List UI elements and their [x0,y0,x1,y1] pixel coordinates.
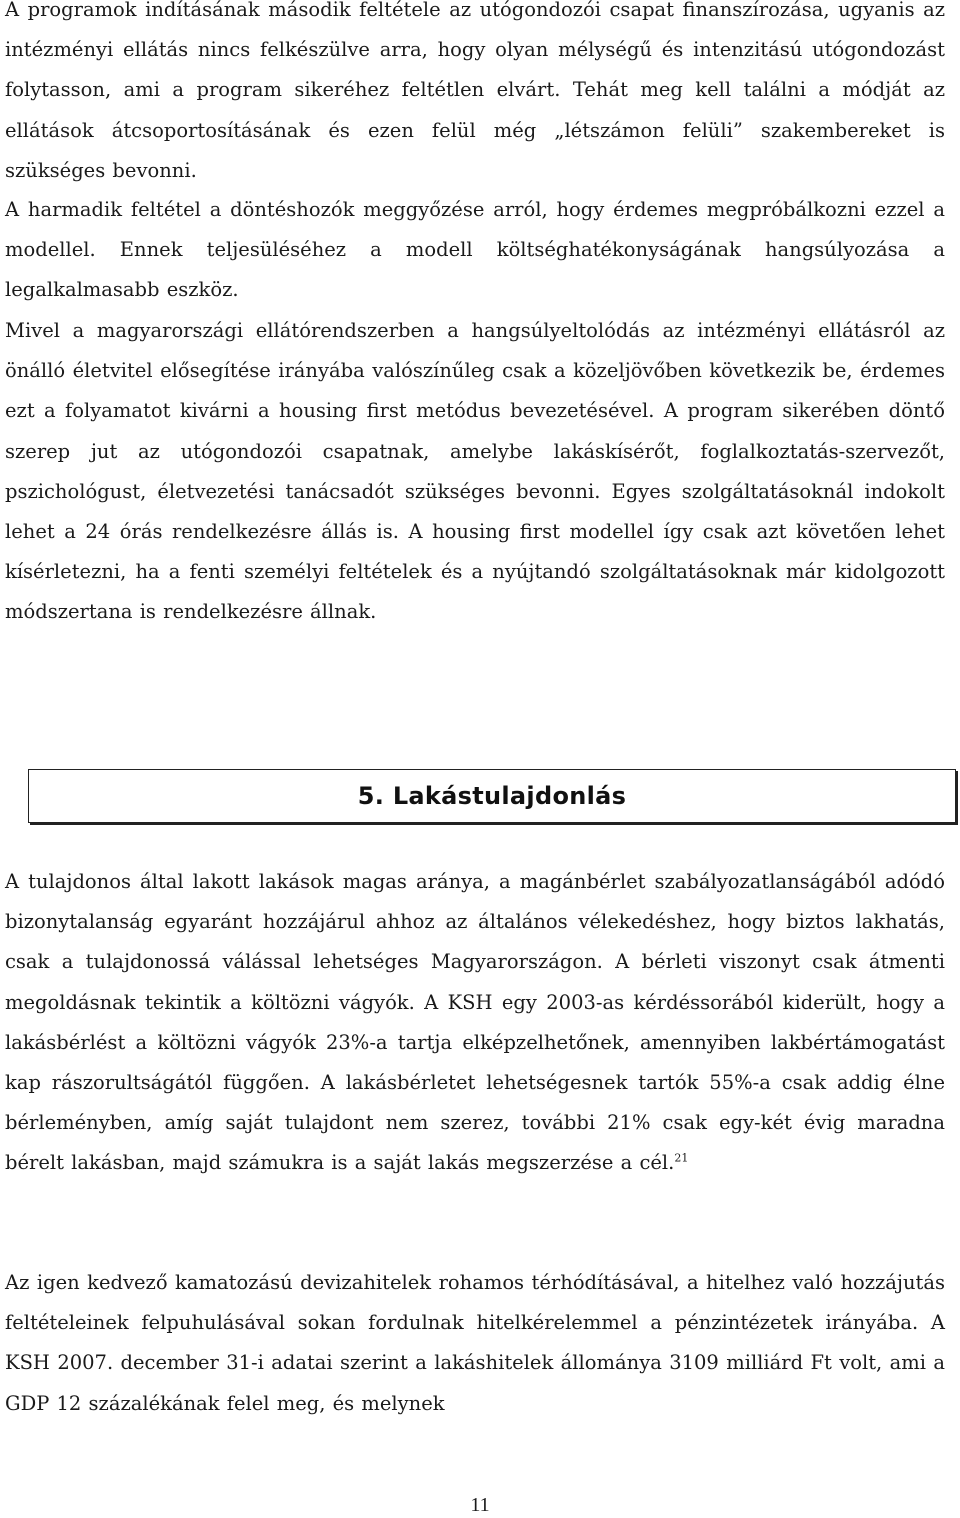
section-heading: 5. Lakástulajdonlás [357,782,627,810]
section-heading-box [28,769,956,823]
paragraph-funding-condition: A programok indításának második feltétele az utógondozói csapat finanszírozása, ugyanis az intézményi ellátás nincs felkészülve arra, hogy olyan mélységű és intenzitású utógondozást folytasson, ami a program sikeréhez feltétlen elvárt. Tehát meg kell találni a módját az ellátások átcsoportosításának és ezen felül még „létszámon felüli” szakembereket is szükséges bevonni. [5,0,945,182]
paragraph-third-condition: A harmadik feltétel a döntéshozók meggyőzése arról, hogy érdemes megpróbálkozni ezzel a modellel. Ennek teljesüléséhez a modell költséghatékonyságának hangsúlyozása a legalkalmasabb eszköz. [5,198,945,302]
paragraph-home-ownership-text: A tulajdonos által lakott lakások magas aránya, a magánbérlet szabályozatlanságából adódó bizonytalanság egyaránt hozzájárul ahhoz az általános vélekedéshez, hogy biztos lakhatás, csak a tulajdonossá válással lehetséges Magyarországon. A bérleti viszonyt csak átmenti megoldásnak tekintik a költözni vágyók. A KSH egy 2003-as kérdéssorából kiderült, hogy a lakásbérlést a költözni vágyók 23%-a tartja elképzelhetőnek, amennyiben lakbértámogatást kap rászorultságától függően. A lakásbérletet lehetségesnek tartók 55%-a csak addig élne bérleményben, amíg saját tulajdont nem szerez, további 21% csak egy-két évig maradna bérelt lakásban, majd számukra is a saját lakás megszerzése a cél. [5,870,945,1175]
footnote-marker: 21 [674,1151,689,1165]
paragraph-foreign-currency-loans: Az igen kedvező kamatozású devizahitelek rohamos térhódításával, a hitelhez való hozzájutás feltételeinek felpuhulásával sokan fordulnak hitelkérelemmel a pénzintézetek irányába. A KSH 2007. december 31-i adatai szerint a lakáshitelek állománya 3109 milliárd Ft volt, ami a GDP 12 százalékának felel meg, és melynek [5,1271,945,1415]
paragraph-housing-first: Mivel a magyarországi ellátórendszerben a hangsúlyeltolódás az intézményi ellátásról az önálló életvitel elősegítése irányába valószínűleg csak a közeljövőben következik be, érdemes ezt a folyamatot kivárni a housing first metódus bevezetésével. A program sikerében döntő szerep jut az utógondozói csapatnak, amelybe lakáskísérőt, foglalkoztatás-szervezőt, pszichológust, életvezetési tanácsadót szükséges bevonni. Egyes szolgáltatásoknál indokolt lehet a 24 órás rendelkezésre állás is. A housing first modellel így csak azt követően lehet kísérletezni, ha a fenti személyi feltételek és a nyújtandó szolgáltatásoknak már kidolgozott módszertana is rendelkezésre állnak. [5,319,945,624]
paragraph-home-ownership [5,862,945,1184]
page-number: 11 [470,1494,490,1516]
